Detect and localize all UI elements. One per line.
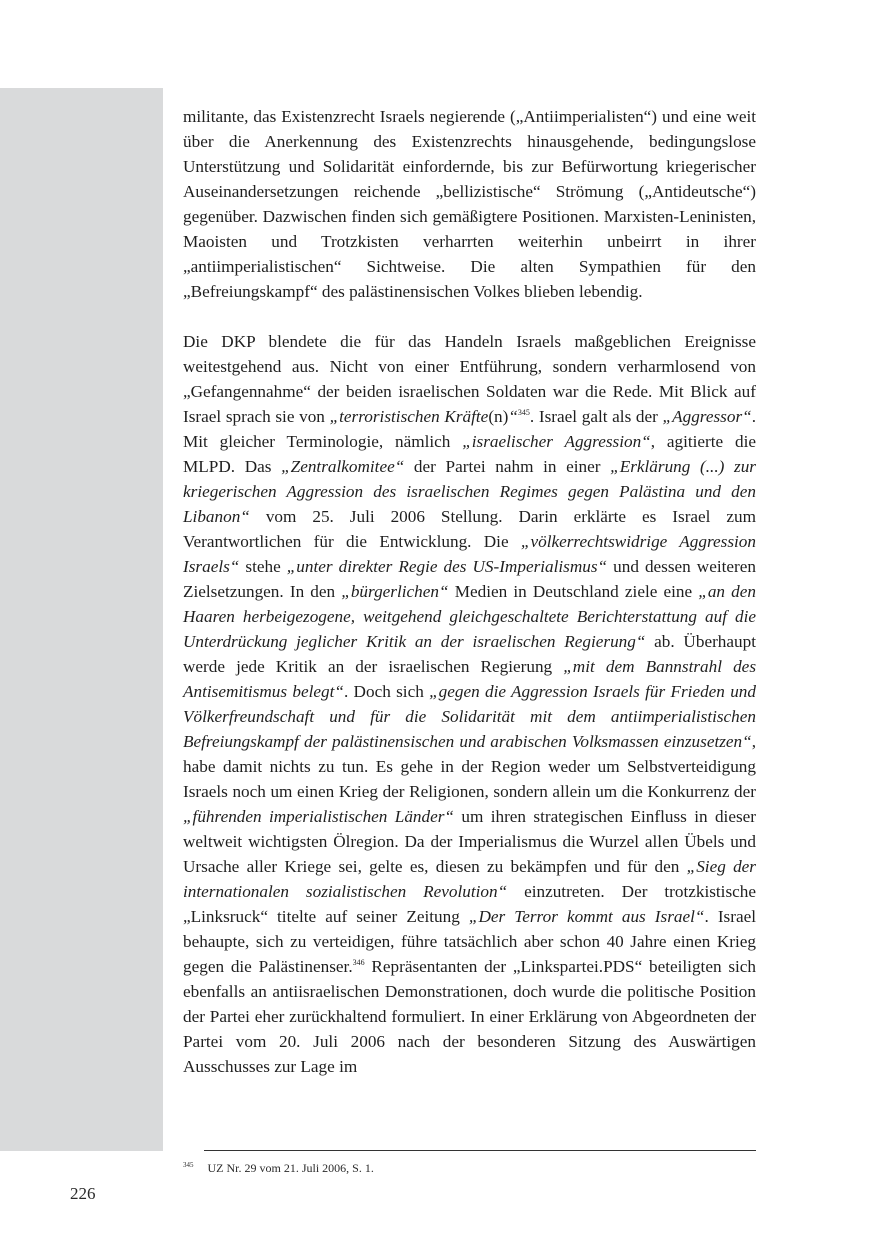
page-number: 226 xyxy=(70,1184,96,1203)
quote-run: „israelischer Aggression“ xyxy=(462,432,651,451)
footnote-divider xyxy=(204,1150,756,1151)
quote-run: „mit dem Bannstrahl des Antisemitismus belegt“ xyxy=(183,657,757,701)
text-run: . Israel behaupte, sich zu verteidigen, führe tatsächlich aber schon 40 Jahre einen Krieg gegen die Palästinenser. xyxy=(183,907,756,976)
quote-run: „Aggressor“ xyxy=(662,407,752,426)
text-run: Die DKP blendete die für das Handeln Israels maßgeblichen Ereignisse weitestgehend aus. Nicht von einer Entführung, sondern verharmlosend von „Gefangennahme“ der beiden israelischen Soldaten war die Rede. Mit Blick auf Israel sprach sie von xyxy=(183,332,756,426)
text-run: vom 25. Juli 2006 Stellung. Darin erklärte es Israel zum Verantwortlichen für die Entwicklung. Die xyxy=(183,507,756,551)
text-run: . Doch sich xyxy=(343,682,430,701)
text-run: der Partei nahm in einer xyxy=(404,457,611,476)
text-run: Medien in Deutschland ziele eine xyxy=(448,582,699,601)
quote-run: „Der Terror kommt aus Israel“ xyxy=(468,907,705,926)
footnote-ref-345: 345 xyxy=(517,408,530,417)
text-run: und dessen weiteren Zielsetzungen. In den xyxy=(183,557,756,601)
text-run: . Israel galt als der xyxy=(529,407,663,426)
footnote-text: UZ Nr. 29 vom 21. Juli 2006, S. 1. xyxy=(207,1161,374,1175)
paragraph-1-text: militante, das Existenzrecht Israels negierende („Antiimperialisten“) und eine weit über die Anerkennung des Existenzrechts hinausgehende, bedingungslose Unterstützung und Solidarität einfordernde, bis zur Befürwortung kriegerischer Auseinandersetzungen reichende „bellizistische“ Strömung („Antideutsche“) gegenüber. Dazwischen finden sich gemäßigtere Positionen. Marxisten-Leninisten, Maoisten und Trotzkisten verharrten weiterhin unbeirrt in ihrer „antiimperialistischen“ Sichtweise. Die alten Sympathien für den „Befreiungskampf“ des palästinensischen Volkes blieben lebendig. xyxy=(183,107,756,301)
text-run: stehe xyxy=(239,557,287,576)
text-run: (n) xyxy=(488,407,509,426)
quote-run: „Erklärung (...) zur kriegerischen Aggression des israelischen Regimes gegen Palästina und den Libanon“ xyxy=(183,457,756,526)
paragraph-1 xyxy=(183,104,756,304)
paragraph-2 xyxy=(183,329,756,1079)
quote-run: „an den Haaren herbeigezogene, weitgehend gleichgeschaltete Berichterstattung auf die Unterdrückung jeglicher Kritik an der israelischen Regierung“ xyxy=(183,582,756,651)
text-run: Repräsentanten der „Linkspartei.PDS“ beteiligten sich ebenfalls an antiisraelischen Demonstrationen, doch wurde die politische Position der Partei eher zurückhaltend formuliert. In einer Erklärung von Abgeordneten der Partei vom 20. Juli 2006 nach der besonderen Sitzung des Auswärtigen Ausschusses zur Lage im xyxy=(183,957,757,1076)
text-run: einzutreten. Der trotzkistische „Linksruck“ titelte auf seiner Zeitung xyxy=(183,882,756,926)
quote-run: „gegen die Aggression Israels für Frieden und Völkerfreundschaft und für die Solidarität mit dem antiimperialistischen Befreiungskampf der palästinensischen und arabischen Volksmassen einzusetzen“ xyxy=(183,682,756,751)
text-run: . Mit gleicher Terminologie, nämlich xyxy=(183,407,756,451)
footnote xyxy=(183,1157,756,1176)
quote-run: “ xyxy=(508,407,518,426)
footnote-number: 345 xyxy=(183,1161,194,1169)
quote-run: „Sieg der internationalen sozialistischen Revolution“ xyxy=(183,857,756,901)
text-run: , agitierte die MLPD. Das xyxy=(183,432,756,476)
footnote-ref-346: 346 xyxy=(352,958,365,967)
quote-run: „terroristischen Kräfte xyxy=(329,407,489,426)
quote-run: „völkerrechtswidrige Aggression Israels“ xyxy=(183,532,756,576)
text-column xyxy=(183,104,756,1079)
quote-run: „führenden imperialistischen Länder“ xyxy=(183,807,454,826)
quote-run: „Zentralkomitee“ xyxy=(281,457,405,476)
margin-band xyxy=(0,88,163,1151)
text-run: um ihren strategischen Einfluss in dieser weltweit wichtigsten Ölregion. Da der Imperialismus die Wurzel allen Übels und Ursache aller Kriege sei, gelte es, diesen zu bekämpfen und für den xyxy=(183,807,757,876)
quote-run: „bürgerlichen“ xyxy=(341,582,449,601)
quote-run: „unter direkter Regie des US-Imperialismus“ xyxy=(286,557,608,576)
text-run: , habe damit nichts zu tun. Es gehe in der Region weder um Selbstverteidigung Israels noch um einen Krieg der Religionen, sondern allein um die Konkurrenz der xyxy=(183,732,756,801)
text-run: ab. Überhaupt werde jede Kritik an der israelischen Regierung xyxy=(183,632,756,676)
